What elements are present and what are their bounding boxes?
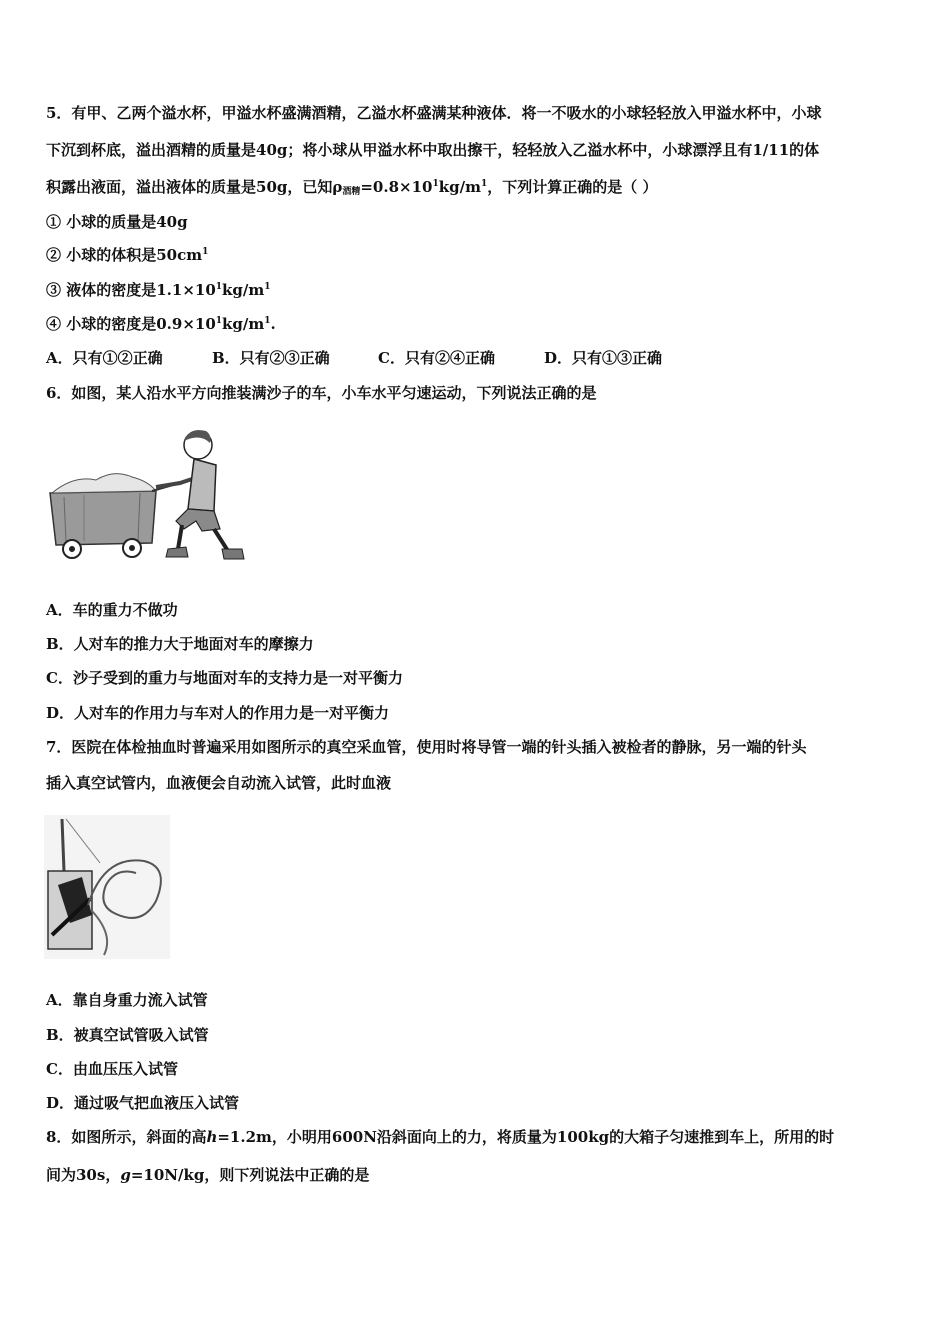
q8-stem-line1: 8．如图所示，斜面的高h=1.2m，小明用600N沿斜面向上的力，将质量为100kg的大箱子匀速推到车上，所用的时 [46,1128,835,1146]
q6-option-c[interactable]: C．沙子受到的重力与地面对车的支持力是一对平衡力 [46,669,403,687]
q6-option-b[interactable]: B．人对车的推力大于地面对车的摩擦力 [46,635,314,653]
q5-stem-line3: 积露出液面，溢出液体的质量是50g，已知$\rho_{酒精}=0.8\times 10^1kg/m^1$，下列计算正确的是（ ） [46,178,658,197]
q5-option-c[interactable]: C．只有②④正确 [378,349,495,367]
q7-stem-line1: 7．医院在体检抽血时普遍采用如图所示的真空采血管，使用时将导管一端的针头插入被检者的静脉，另一端的针头 [46,738,807,756]
q7-option-b[interactable]: B．被真空试管吸入试管 [46,1026,209,1044]
q5-options [46,348,910,368]
q5-option-a[interactable]: A．只有①②正确 [46,349,163,367]
q5-stem-line1: 5．有甲、乙两个溢水杯，甲溢水杯盛满酒精，乙溢水杯盛满某种液体．将一不吸水的小球轻轻放入甲溢水杯中，小球 [46,104,822,122]
q7-option-c[interactable]: C．由血压压入试管 [46,1060,178,1078]
q7-option-d[interactable]: D．通过吸气把血液压入试管 [46,1094,240,1112]
boy-pushing-cart-figure [44,425,248,563]
q8-stem-line2: 间为30s，g=10N/kg，则下列说法中正确的是 [46,1166,370,1184]
q5-statement-1: ① 小球的质量是40g [46,213,188,231]
q7-option-a[interactable]: A．靠自身重力流入试管 [46,991,208,1009]
q7-stem-line2: 插入真空试管内，血液便会自动流入试管，此时血液 [46,774,392,792]
q6-stem: 6．如图，某人沿水平方向推装满沙子的车，小车水平匀速运动，下列说法正确的是 [46,384,597,402]
q5-option-b[interactable]: B．只有②③正确 [212,349,330,367]
q5-statement-4: ④ 小球的密度是$0.9\times 10^1kg/m^1$. [46,315,276,333]
q5-statement-3: ③ 液体的密度是$1.1\times 10^1kg/m^1$ [46,281,271,299]
q5-statement-2: ② 小球的体积是$50cm^1$ [46,246,209,264]
vacuum-blood-tube-figure [44,815,170,959]
q5-option-d[interactable]: D．只有①③正确 [544,349,663,367]
q6-option-d[interactable]: D．人对车的作用力与车对人的作用力是一对平衡力 [46,704,390,722]
q5-stem-line2: 下沉到杯底，溢出酒精的质量是40g；将小球从甲溢水杯中取出擦干，轻轻放入乙溢水杯中，小球漂浮且有1/11的体 [46,141,820,159]
q6-option-a[interactable]: A．车的重力不做功 [46,601,178,619]
